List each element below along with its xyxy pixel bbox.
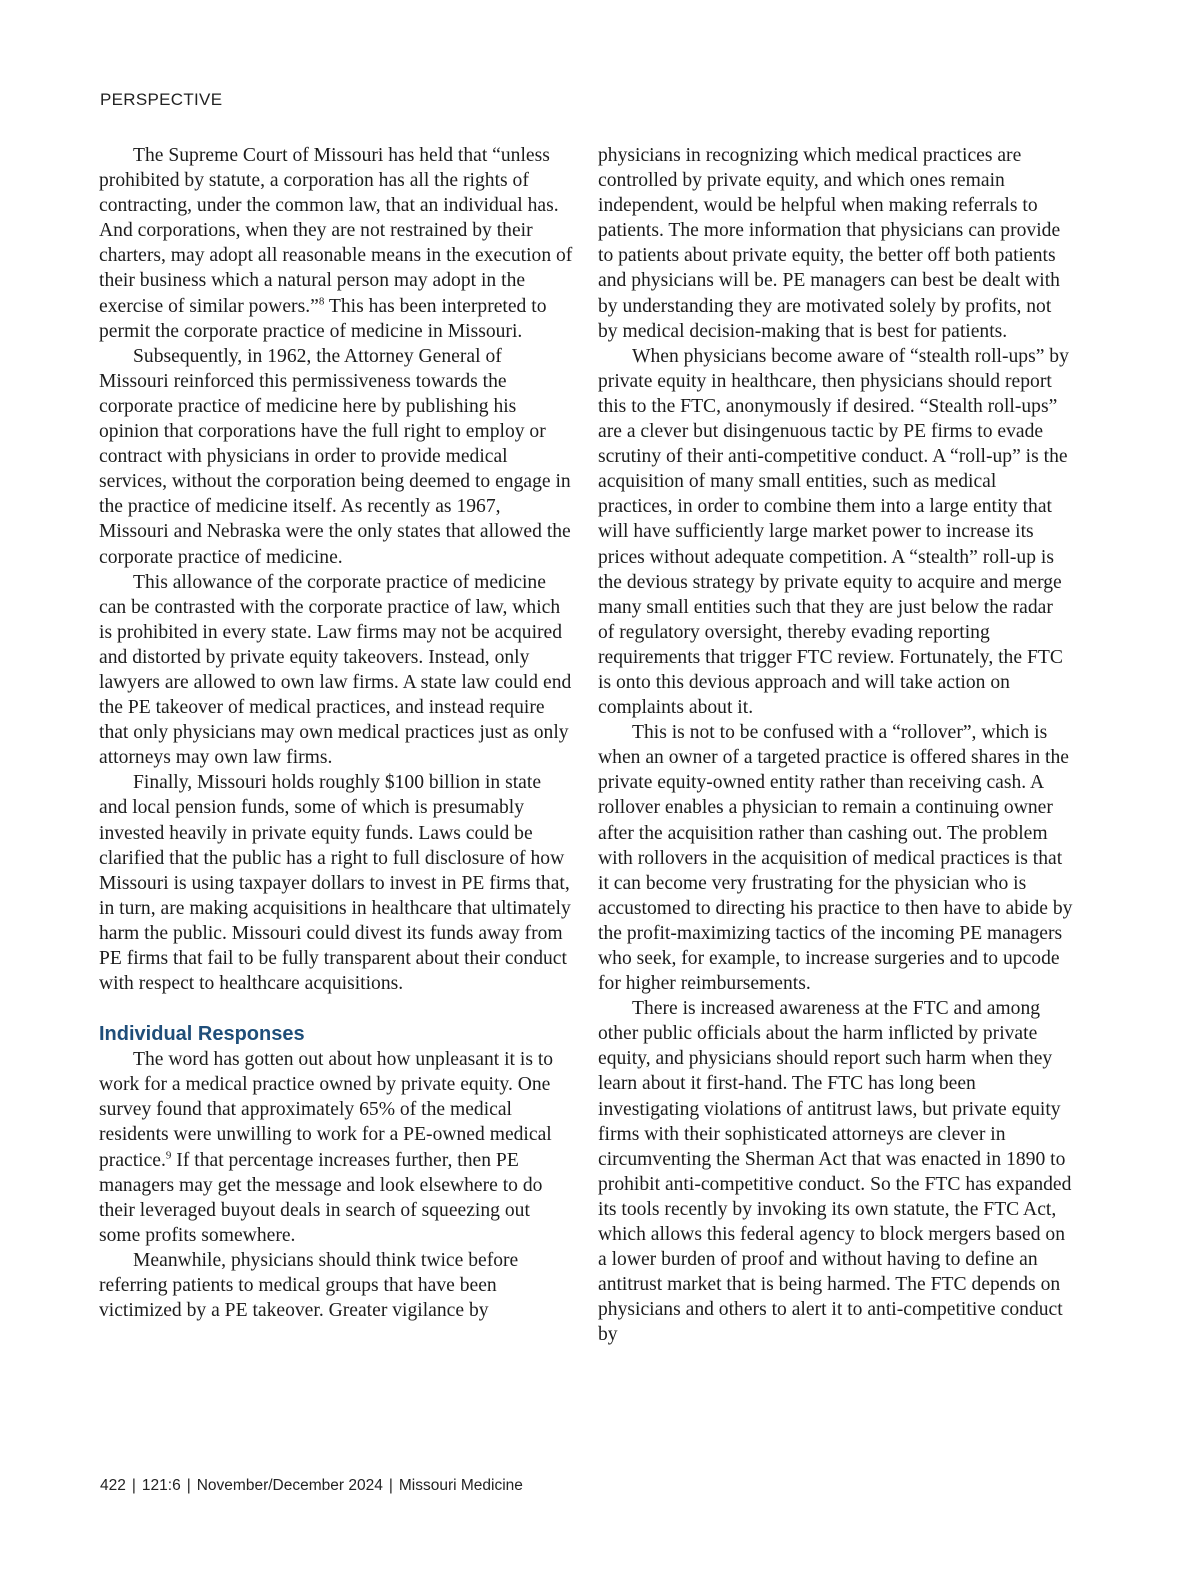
paragraph — [99, 1047, 574, 1248]
paragraph-text: The Supreme Court of Missouri has held that “unless prohibited by statute, a corporation has all the rights of contracting, under the common law, that an individual has. And corporations, when they are not restrained by their charters, may adopt all reasonable means in the execution of their business which a natural person may adopt in the exercise of similar powers.” — [99, 145, 573, 317]
footer-separator: | — [186, 1477, 191, 1494]
paragraph-text: This has been interpreted to permit the corporate practice of medicine in Missouri. — [99, 295, 547, 342]
reference-8: 8 — [318, 295, 325, 308]
journal-name: Missouri Medicine — [398, 1477, 523, 1494]
paragraph: There is increased awareness at the FTC and among other public officials about the harm inflicted by private equity, and physicians should report such harm when they learn about it first-hand. The FTC has long been investigating violations of antitrust laws, but private equity firms with their sophisticated attorneys are clever in circumventing the Sherman Act that was enacted in 1890 to prohibit anti-competitive conduct. So the FTC has expanded its tools recently by invoking its own statute, the FTC Act, which allows this federal agency to block mergers based on a lower burden of proof and without having to define an antitrust market that is being harmed. The FTC depends on physicians and others to alert it to anti-competitive conduct by — [598, 998, 1072, 1346]
page-number: 422 — [100, 1477, 126, 1494]
paragraph-text: If that percentage increases further, then PE managers may get the message and look elsewhere to do their leveraged buyout deals in search of squeezing out some profits somewhere. — [99, 1149, 543, 1246]
left-column — [99, 143, 574, 1323]
footer-separator: | — [388, 1477, 393, 1494]
paragraph-text: The word has gotten out about how unpleasant it is to work for a medical practice owned by private equity. One survey found that approximately 65% of the medical residents were unwilling to work for a PE-owned medical practice. — [99, 1049, 554, 1171]
paragraph: When physicians become aware of “stealth roll-ups” by private equity in healthcare, then physicians should report this to the FTC, anonymously if desired. “Stealth roll-ups” are a clever but disingenuous tactic by PE firms to evade scrutiny of their anti-competitive conduct. A “roll-up” is the acquisition of many small entities, such as medical practices, in order to combine them into a large entity that will have sufficiently large market power to increase its prices without adequate competition. A “stealth” roll-up is the devious strategy by private equity to acquire and merge many small entities such that they are just below the radar of regulatory oversight, thereby evading reporting requirements that trigger FTC review. Fortunately, the FTC is onto this devious approach and will take action on complaints about it. — [598, 345, 1069, 719]
paragraph: This allowance of the corporate practice of medicine can be contrasted with the corporate practice of law, which is prohibited in every state. Law firms may not be acquired and distorted by private equity takeovers. Instead, only lawyers are allowed to own law firms. A state law could end the PE takeover of medical practices, and instead require that only physicians may own medical practices just as only attorneys may own law firms. — [99, 571, 572, 769]
section-heading: Individual Responses — [99, 1023, 305, 1046]
paragraph: Meanwhile, physicians should think twice before referring patients to medical groups that have been victimized by a PE takeover. Greater vigilance by — [99, 1249, 519, 1322]
paragraph: This is not to be confused with a “rollover”, which is when an owner of a targeted practice is offered shares in the private equity-owned entity rather than receiving cash. A rollover enables a physician to remain a continuing owner after the acquisition rather than cashing out. The problem with rollovers in the acquisition of medical practices is that it can become very frustrating for the physician who is accustomed to directing his practice to then have to abide by the profit-maximizing tactics of the incoming PE managers who seek, for example, to increase surgeries and to upcode for higher reimbursements. — [598, 722, 1073, 995]
reference-9: 9 — [165, 1149, 172, 1162]
paragraph: physicians in recognizing which medical practices are controlled by private equity, and which ones remain independent, would be helpful when making referrals to patients. The more information that physicians can provide to patients about private equity, the better off both patients and physicians will be. PE managers can best be dealt with by understanding they are motivated solely by profits, not by medical decision-making that is best for patients. — [598, 145, 1061, 342]
footer-separator: | — [131, 1477, 136, 1494]
paragraph — [99, 143, 574, 344]
issue-number: 121:6 — [141, 1477, 181, 1494]
section-label: PERSPECTIVE — [100, 90, 223, 109]
paragraph: Subsequently, in 1962, the Attorney General of Missouri reinforced this permissiveness towards the corporate practice of medicine here by publishing his opinion that corporations have the full right to employ or contract with physicians in order to provide medical services, without the corporation being deemed to engage in the practice of medicine itself. As recently as 1967, Missouri and Nebraska were the only states that allowed the corporate practice of medicine. — [99, 345, 571, 568]
issue-date: November/December 2024 — [196, 1477, 383, 1494]
right-column — [598, 143, 1073, 1348]
page-footer — [100, 1477, 523, 1495]
paragraph: Finally, Missouri holds roughly $100 billion in state and local pension funds, some of which is presumably invested heavily in private equity funds. Laws could be clarified that the public has a right to full disclosure of how Missouri is using taxpayer dollars to invest in PE firms that, in turn, are making acquisitions in healthcare that ultimately harm the public. Missouri could divest its funds away from PE firms that fail to be fully transparent about their conduct with respect to healthcare acquisitions. — [99, 772, 571, 995]
